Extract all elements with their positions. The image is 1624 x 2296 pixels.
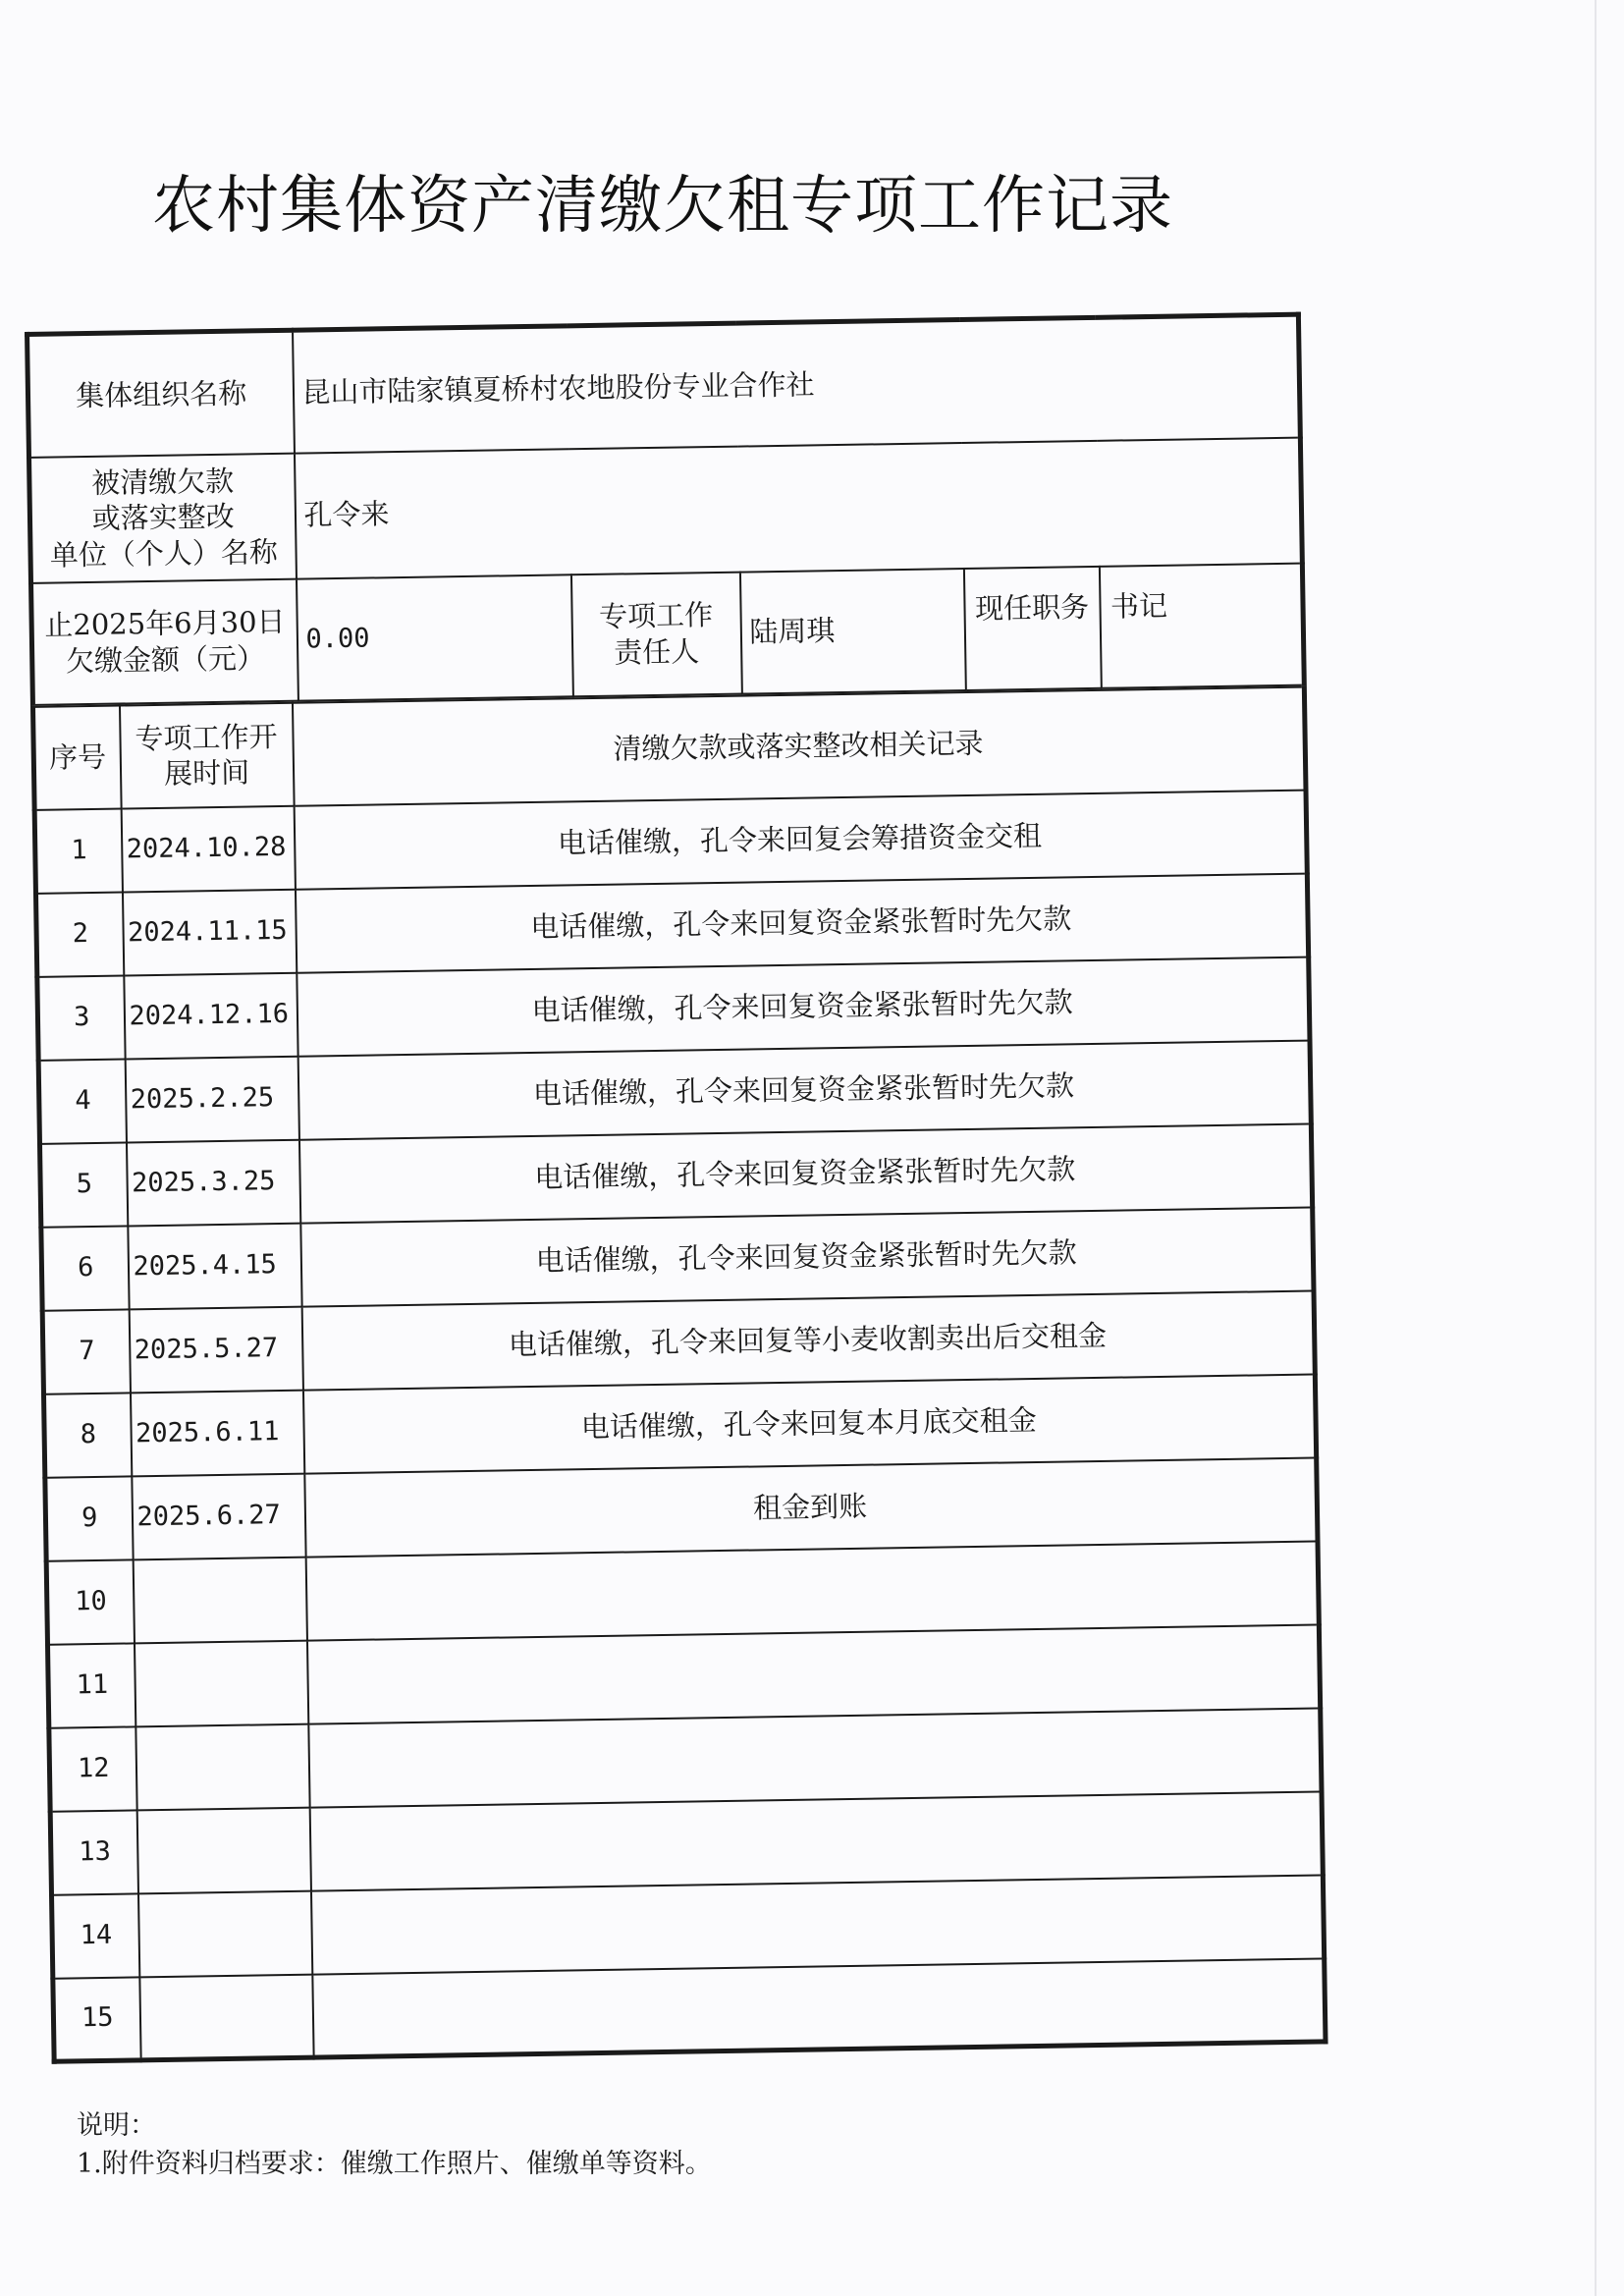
row-date: 2025.2.25 [125, 1056, 298, 1142]
amount-label [31, 578, 298, 704]
log-table [30, 685, 1328, 2064]
owner-label-line1: 专项工作 [598, 598, 714, 634]
org-row [27, 314, 1301, 457]
notes-heading: 说明： [77, 2110, 156, 2141]
row-index: 6 [41, 1226, 129, 1310]
debtor-label-line1: 被清缴欠款 [90, 464, 235, 501]
org-value: 昆山市陆家镇夏桥村农地股份专业合作社 [293, 314, 1301, 453]
org-label: 集体组织名称 [27, 330, 295, 457]
amount-value: 0.00 [296, 574, 572, 700]
row-record: 电话催缴，孔令来回复资金紧张暂时先欠款 [298, 1123, 1312, 1223]
row-index: 11 [47, 1643, 135, 1727]
row-record: 电话催缴，孔令来回复资金紧张暂时先欠款 [298, 1040, 1311, 1139]
notes-item-1: 1.附件资料归档要求：催缴工作照片、催缴单等资料。 [77, 2149, 712, 2180]
debtor-value: 孔令来 [294, 437, 1302, 578]
row-record: 电话催缴，孔令来回复本月底交租金 [302, 1374, 1316, 1473]
amount-label-line1: 止2025年6月30日 [44, 605, 286, 642]
log-header-row [32, 686, 1305, 809]
col-date-header-line2: 展时间 [163, 755, 250, 791]
row-date [135, 1723, 309, 1810]
row-index: 8 [43, 1393, 131, 1477]
row-index: 1 [34, 808, 122, 893]
row-record [312, 1958, 1326, 2057]
debtor-label-line3: 单位（个人）名称 [49, 534, 279, 573]
row-index: 3 [37, 975, 125, 1060]
row-record [309, 1791, 1323, 1890]
row-index: 15 [53, 1977, 140, 2061]
row-date [139, 1974, 313, 2060]
debtor-label-line2: 或落实整改 [91, 500, 235, 536]
row-record: 电话催缴，孔令来回复等小麦收割卖出后交租金 [301, 1290, 1315, 1390]
row-date [134, 1640, 307, 1726]
row-record: 电话催缴，孔令来回复资金紧张暂时先欠款 [295, 873, 1308, 972]
log-body [34, 790, 1326, 2061]
row-record [306, 1624, 1320, 1723]
row-index: 2 [35, 892, 123, 976]
row-record [310, 1875, 1324, 1974]
owner-label [570, 572, 741, 696]
row-record: 电话催缴，孔令来回复资金紧张暂时先欠款 [297, 957, 1310, 1056]
debtor-row [29, 437, 1303, 582]
page-edge [1595, 0, 1597, 2296]
row-index: 9 [45, 1476, 133, 1560]
row-index: 4 [38, 1059, 126, 1143]
row-date: 2025.5.27 [129, 1306, 302, 1393]
row-date: 2025.6.11 [130, 1390, 303, 1476]
row-date: 2025.3.25 [126, 1139, 299, 1226]
position-label: 现任职务 [963, 566, 1101, 689]
row-date [133, 1557, 306, 1643]
col-date-header-line1: 专项工作开 [135, 719, 278, 756]
record-form [25, 312, 1324, 2064]
row-index: 14 [51, 1893, 138, 1978]
notes-section [77, 2106, 712, 2183]
col-record-header: 清缴欠款或落实整改相关记录 [292, 686, 1306, 805]
amount-row [31, 563, 1305, 704]
row-record: 租金到账 [304, 1457, 1318, 1557]
header-table [25, 312, 1307, 706]
row-date: 2025.6.27 [132, 1473, 305, 1559]
row-record: 电话催缴，孔令来回复资金紧张暂时先欠款 [300, 1207, 1314, 1306]
row-index: 10 [46, 1559, 134, 1644]
document-title: 农村集体资产清缴欠租专项工作记录 [152, 170, 1173, 243]
row-index: 5 [39, 1142, 127, 1227]
owner-label-line2: 责任人 [613, 633, 700, 670]
row-date: 2024.10.28 [121, 805, 295, 892]
row-index: 13 [50, 1810, 137, 1894]
owner-value: 陆周琪 [739, 569, 965, 694]
col-index-header: 序号 [32, 705, 121, 809]
row-date: 2024.11.15 [122, 889, 296, 975]
debtor-label [29, 453, 297, 582]
row-record [305, 1541, 1319, 1640]
row-index: 12 [49, 1726, 136, 1811]
row-date [136, 1807, 310, 1893]
row-record: 电话催缴，孔令来回复会筹措资金交租 [294, 790, 1307, 889]
row-record [308, 1708, 1322, 1807]
amount-label-line2: 欠缴金额（元） [65, 640, 266, 678]
row-date: 2024.12.16 [124, 972, 298, 1059]
position-value: 书记 [1099, 563, 1304, 687]
row-date [137, 1890, 311, 1977]
col-date-header [119, 702, 294, 808]
row-date: 2025.4.15 [128, 1223, 301, 1309]
row-index: 7 [42, 1309, 130, 1394]
